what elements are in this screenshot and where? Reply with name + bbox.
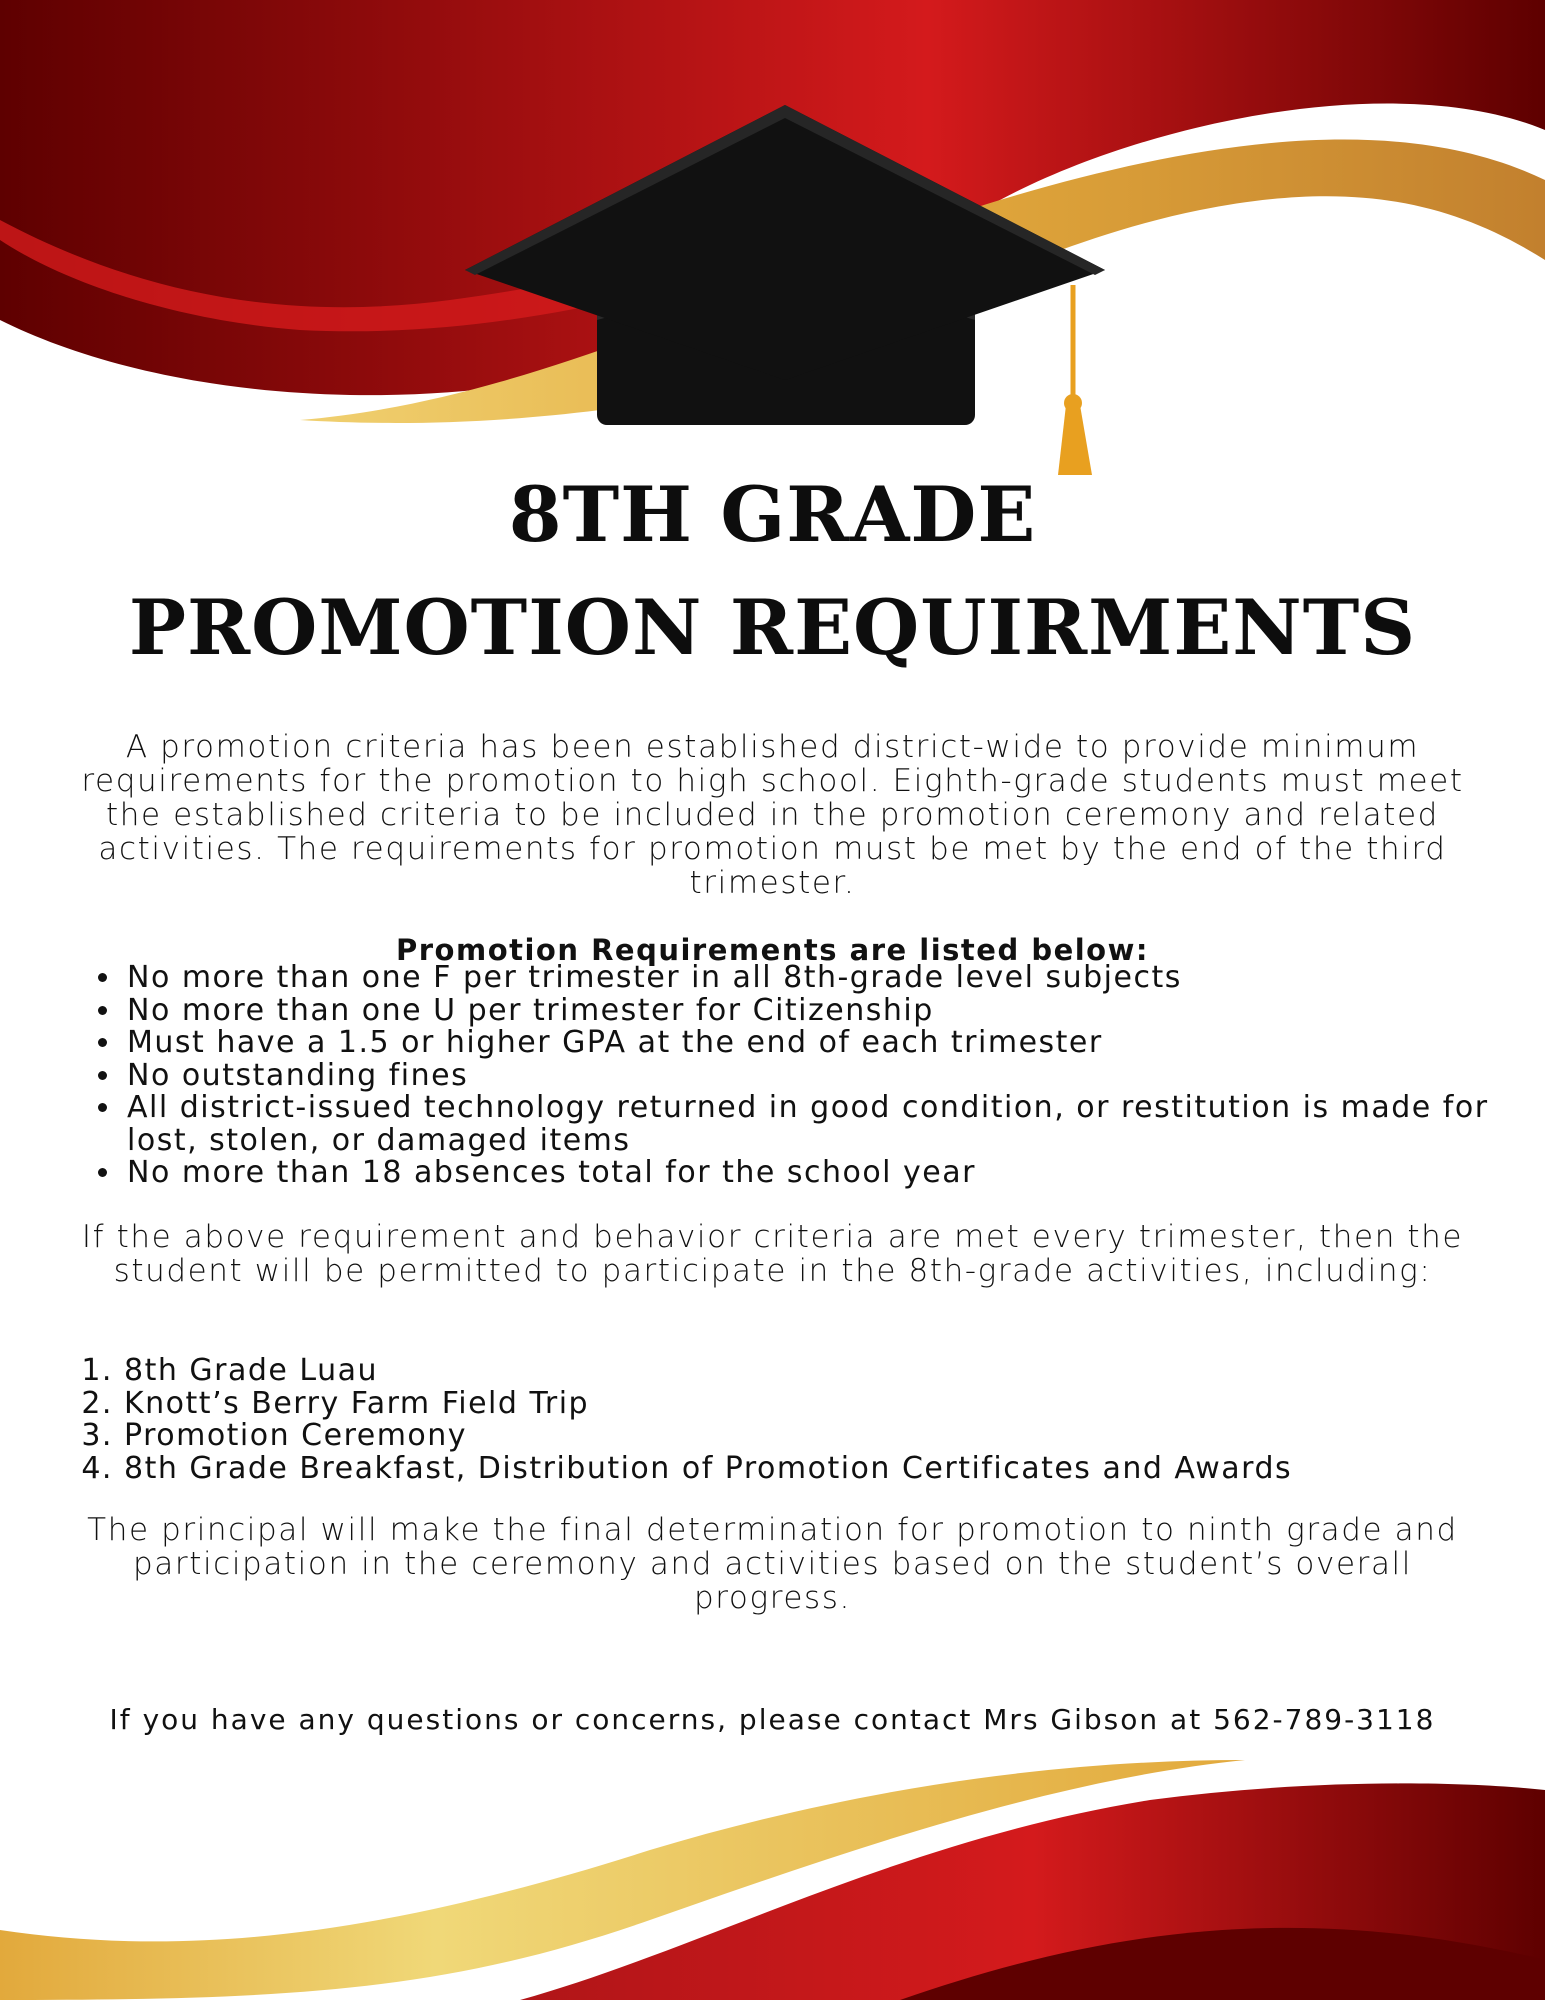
requirement-item: • No more than one U per trimester for Citizenship: [123, 995, 1503, 1028]
requirement-item: • No more than 18 absences total for the school year: [123, 1157, 1503, 1190]
activities-list: [92, 1355, 1524, 1485]
activities-intro: If the above requirement and behavior criteria are met every trimester, then the student will be permitted to participate in the 8th-grade activities, including:: [81, 1219, 1464, 1289]
title-line-2: PROMOTION REQUIRMENTS: [128, 583, 1417, 672]
title-line-1: 8TH GRADE: [508, 470, 1037, 559]
activity-item: 2. Knott’s Berry Farm Field Trip: [124, 1388, 1524, 1421]
intro-paragraph: A promotion criteria has been established district-wide to provide minimum requirements for the promotion to high school. Eighth-grade students must meet the established criteria to be included in the promotion ceremony and related activities. The requirements for promotion must be met by the end of the third trimester.: [81, 729, 1464, 901]
activity-item: 1. 8th Grade Luau: [124, 1355, 1524, 1388]
requirement-item: • No outstanding fines: [123, 1060, 1503, 1093]
requirement-item: • All district-issued technology returned in good condition, or restitution is made for lost, stolen, or damaged items: [123, 1092, 1503, 1157]
activity-item: 3. Promotion Ceremony: [124, 1420, 1524, 1453]
requirement-item: • Must have a 1.5 or higher GPA at the end of each trimester: [123, 1027, 1503, 1060]
requirements-heading: Promotion Requirements are listed below:: [396, 933, 1149, 967]
requirement-item: • No more than one F per trimester in all 8th-grade level subjects: [123, 962, 1503, 995]
closing-paragraph: The principal will make the final determination for promotion to ninth grade and participation in the ceremony and activities based on the student’s overall progress.: [87, 1512, 1458, 1616]
requirements-list: [90, 962, 1503, 1190]
top-wave-decoration: [0, 0, 1545, 480]
activity-item: 4. 8th Grade Breakfast, Distribution of Promotion Certificates and Awards: [124, 1453, 1524, 1486]
bottom-wave-decoration: [0, 1730, 1545, 2000]
contact-line: If you have any questions or concerns, please contact Mrs Gibson at 562-789-3118: [109, 1703, 1436, 1736]
